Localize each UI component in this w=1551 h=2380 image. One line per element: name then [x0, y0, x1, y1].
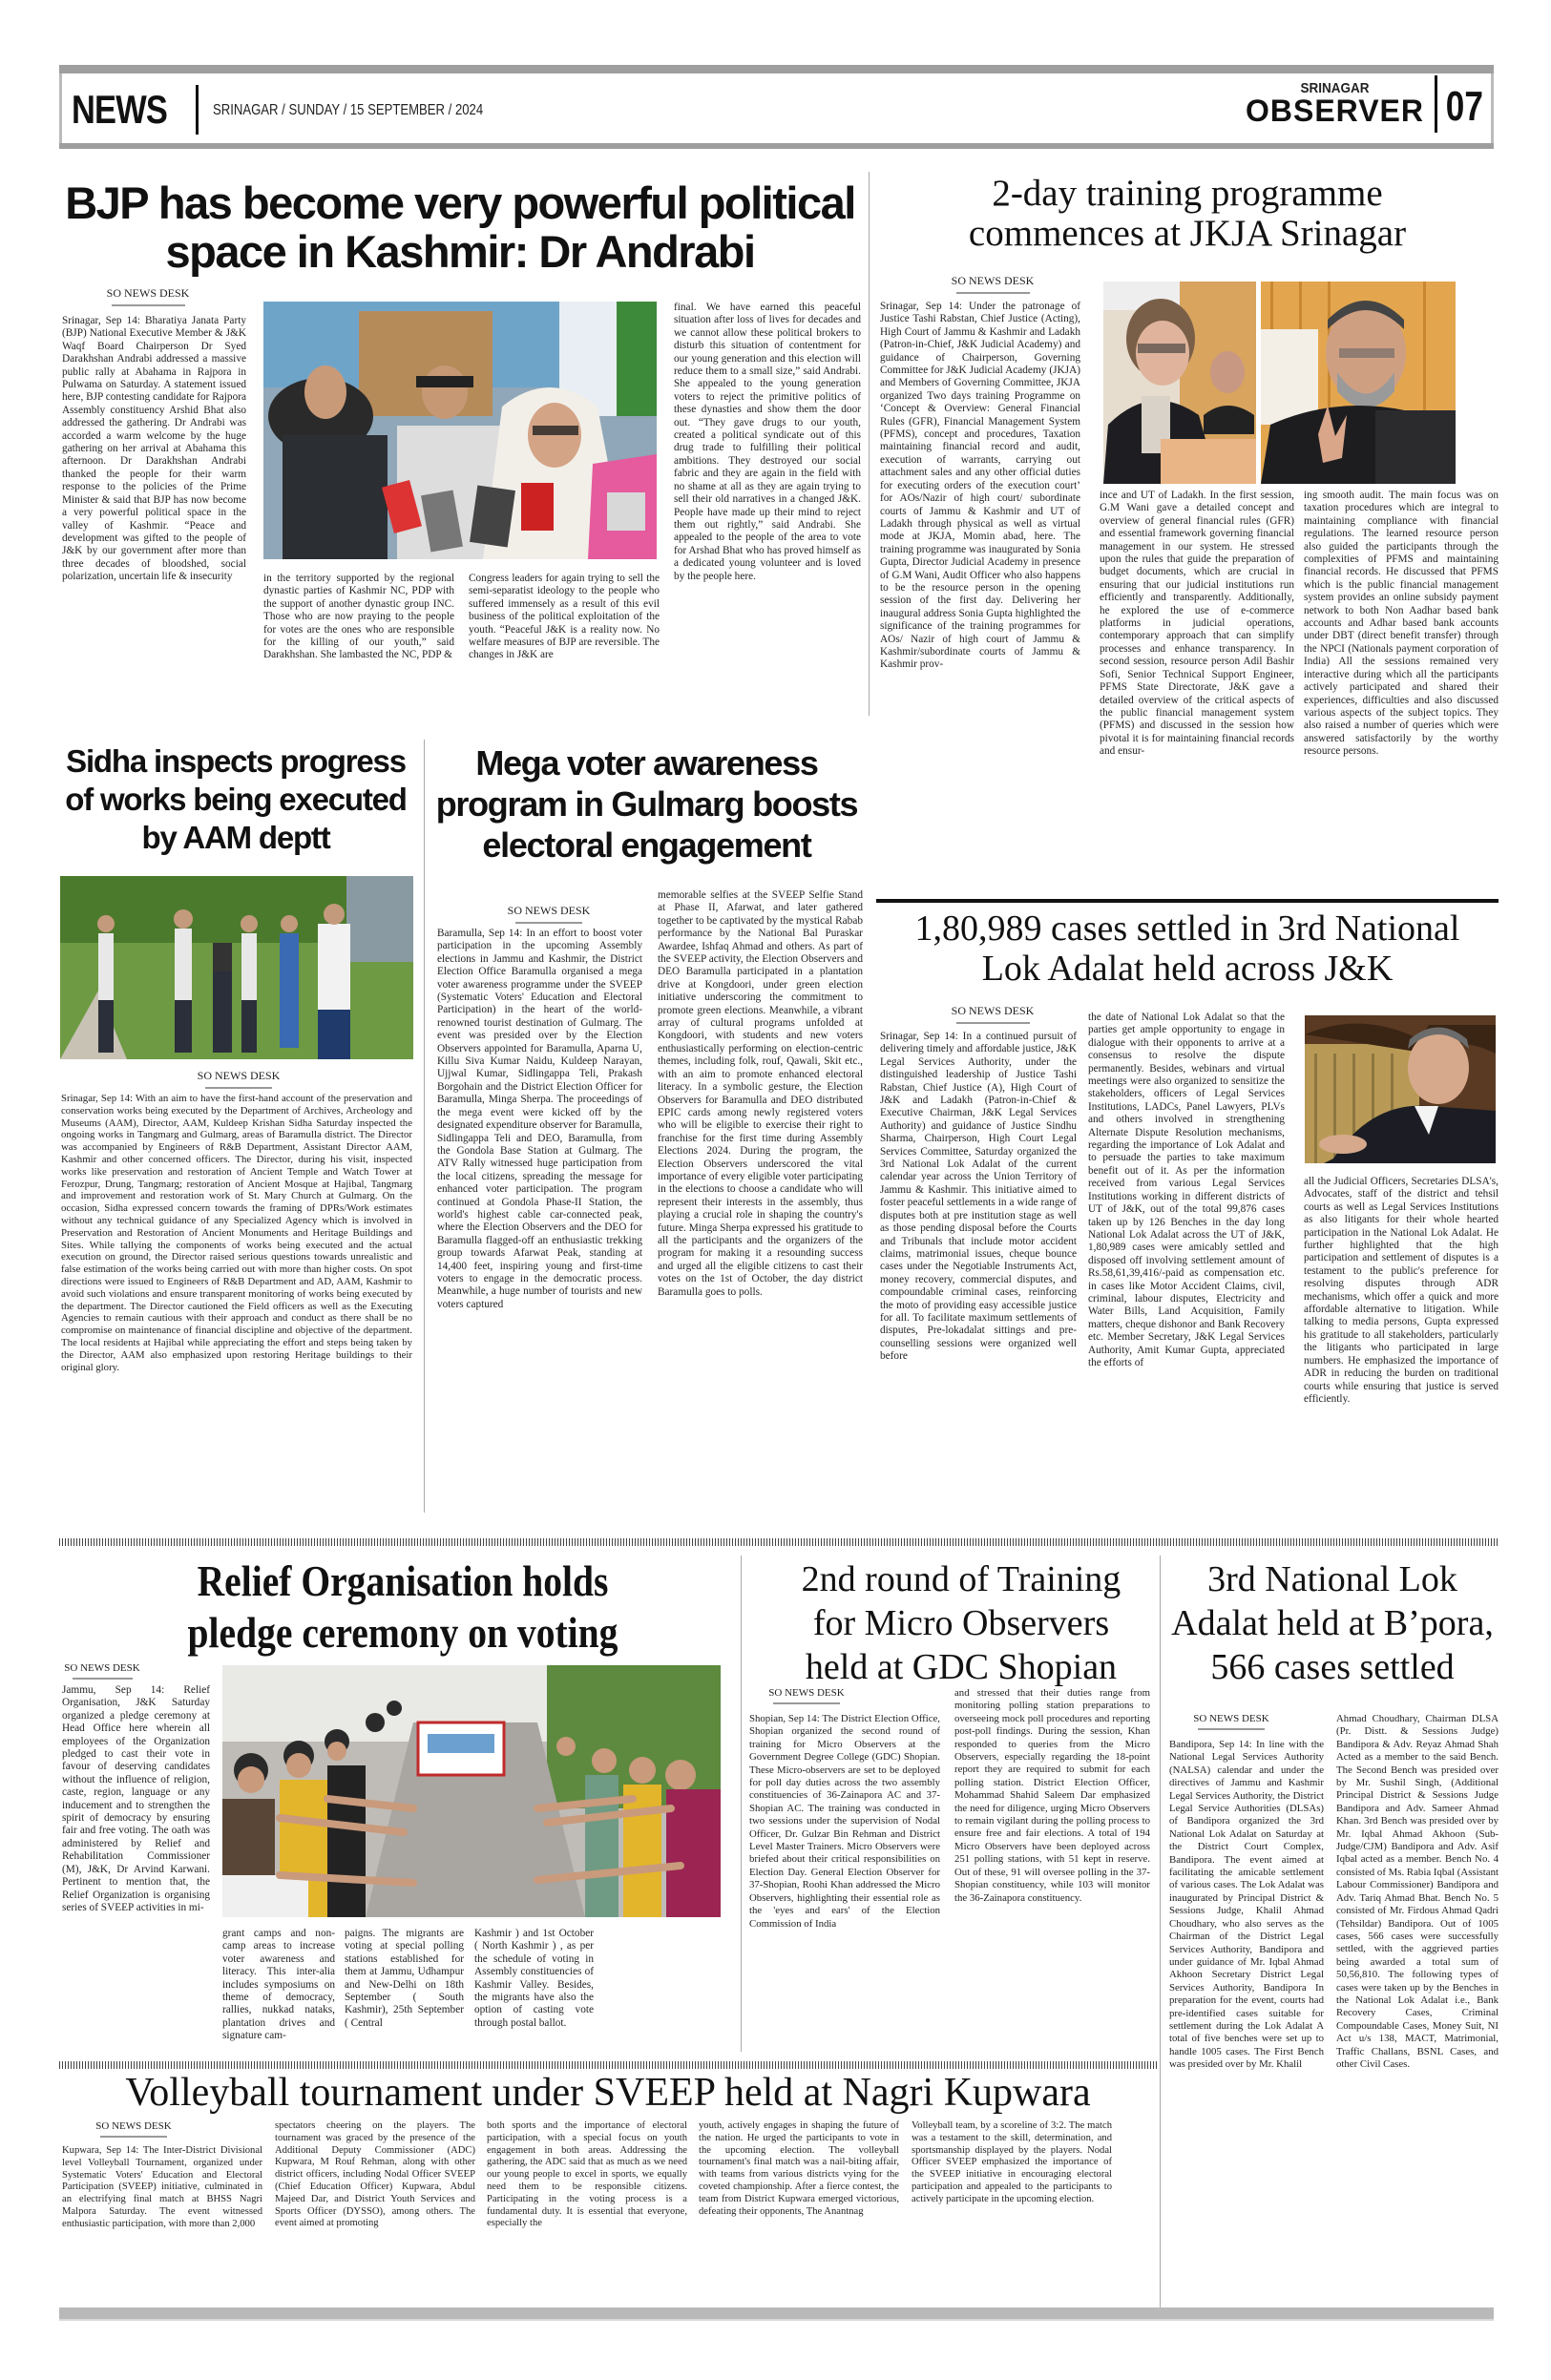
article-column: final. We have earned this peaceful situation after loss of lives for decades and we cannot allow these political brokers to disturb this situation of contentment for our young generation and this election will reduce them to a small size,” said Andrabi. She appealed to the young generation voters to reject the primitive politics of these dynasties and show them the door out. “They gave drugs to our youth, created a political syndicate out of this drug trade to fulfilling their political ambitions. They destroyed our social fabric and they are again in the field with no shame at all as they are again trying to sell their old narratives in a changed J&K. People have made up their mind to reject them out rightly,” said Andrabi. She appealed to the people of the area to vote for Arshad Bhat who has proved himself as a dedicated young volunteer and is loved by the people here. — [674, 302, 861, 582]
masthead — [59, 73, 1494, 146]
article-column: and stressed that their duties range from monitoring polling station preparations to overseeing mock poll procedures and reporting post-poll findings. During the session, Khan responded to queries from the Micro Observers, especially regarding the 18-point report they are required to submit for each polling station. District Election Officer, Mohammad Shahid Saleem Dar emphasized the need for diligence, urging Micro Observers to remain vigilant during the polling process to ensure free and fair elections. A total of 194 Micro Observers have been deployed across 251 polling stations, with 51 kept in reserve. Out of these, 91 will oversee polling in the 37-Shopian constituency, while 103 will monitor the 36-Zainapora constituency. — [954, 1687, 1150, 1904]
article-column: paigns. The migrants are voting at special polling stations established for them at Jammu, Udhampur and New-Delhi on 18th September ( South Kashmir), 25th September ( Central — [345, 1928, 464, 2029]
article-column: memorable selfies at the SVEEP Selfie Stand at Phase II, Afarwat, and later gathered together to be captivated by the mystical Rabab performance by the National Bal Puraskar Awardee, Ishfaq Ahmad and others. As part of the SVEEP activity, the Election Observers and DEO Baramulla participated in a plantation drive at Kongdoori, under green election initiative underscoring the commitment to promote green elections. Meanwhile, a vibrant array of cultural programs unfolded at Kongdoori, with students and new voters enthusiastically performing on election-centric themes, including folk, rouf, Qawali, Skit etc., with an aim to promote enhanced electoral literacy. In a symbolic gesture, the Election Observers for Baramulla and DEO distributed EPIC cards among newly registered voters who will be eligible to exercise their right to franchise for the first time during Assembly Elections 2024. During the program, the Election Observers underscored the vital importance of every eligible voter participating in the elections to choose a candidate who will represent their interests in the assembly, thus playing a crucial role in shaping the country's future. Minga Sherpa expressed his gratitude to all the participants and the organizers of the program for making it a resounding success and urged all the eligible citizens to cast their votes on the 1st of October, the day district Baramulla goes to polls. — [658, 889, 863, 1298]
page-number: 07 — [1445, 83, 1483, 130]
article-headline — [876, 908, 1499, 989]
article-column: the date of National Lok Adalat so that the parties get ample opportunity to engage in dialogue with their opponents to arrive at a consensus to resolve the dispute permanently. Besides, webinars and virtual meetings were also organized to sensitize the stakeholders, officers of Legal Services Institutions, LADCs, Panel Lawyers, PLVs and others involved in strengthening Alternate Dispute Resolution mechanisms, regarding the importance of Lok Adalat and to persuade the parties to take maximum benefit out of it. As per the information received from various Legal Services Institutions working in different districts of UT of J&K, out of the total 99,876 cases taken up by 126 Benches in the day long National Lok Adalat across the UT of J&K, 1,80,989 cases were amicably settled and disposed off involving settlement amount of Rs.58,61,39,416/-paid as compensation etc. in cases like Motor Accident Claims, civil, criminal, labour disputes, Electricity and Water Bills, Land Acquisition, Family matters, cheque dishonor and Bank Recovery etc. Member Secretary, J&K Legal Services Authority, Amit Kumar Gupta, appreciated the efforts of — [1088, 1012, 1285, 1368]
headline-line: Mega voter awareness — [475, 743, 818, 783]
headline-line: Lok Adalat held across J&K — [981, 949, 1394, 989]
byline: SO NEWS DESK — [59, 1662, 145, 1680]
article-column: all the Judicial Officers, Secretaries DLSA's, Advocates, staff of the district and tehsil courts as well as Legal Services Institutions as also litigants for their whole hearted participation in the National Lok Adalat. He further highlighted that the high participation and settlement of disputes is a testament to the public's preference for resolving disputes through ADR mechanisms, which offer a quick and more affordable alternative to litigation. While talking to media persons, Gupta expressed his gratitude to all stakeholders, particularly the litigants who participated in large numbers. He emphasized the importance of ADR in reducing the burden on traditional courts while ensuring that justice is served efficiently. — [1304, 1176, 1499, 1405]
byline: SO NEWS DESK — [95, 286, 200, 306]
photo-pledge-ceremony — [222, 1665, 721, 1917]
section-divider — [196, 85, 199, 135]
article-column: ing smooth audit. The main focus was on taxation procedures which are integral to maintaining compliance with financial regulations. The learned resource person also guided the participants through the complexities of PFMS and maintaining financial records. He discussed that PFMS which is the public financial management system provides an online subsidy payment network to both Non Aadhar based bank accounts and Adhar based bank accounts under DBT (direct benefit transfer) through the NPCI (Nationals payment corporation of India) All the sessions remained very interactive during which all the participants actively participated and shared their experiences, difficulties and also discussed various aspects of the subject topics. They also raised a number of queries which were answered satisfactorily by the worthy resource persons. — [1304, 490, 1499, 758]
byline: SO NEWS DESK — [940, 274, 1045, 294]
headline-line: electoral engagement — [482, 825, 811, 865]
article-column: both sports and the importance of electoral participation, with a special focus on youth engagement in both areas. Addressing the gathering, the ADC said that as much as we need our young people to excel in sports, we equally need them to be responsible citizens. Participating in the voting process is a fundamental duty. It is essential that everyone, especially the — [487, 2120, 687, 2229]
article-headline — [107, 1555, 698, 1659]
section-rule — [876, 899, 1499, 903]
column-rule — [741, 1555, 742, 2052]
headline-line: 2-day training programme — [992, 173, 1383, 214]
article-column: in the territory supported by the regional dynastic parties of Kashmir NC, PDP with the support of another dynastic group INC. Those who are now praying to the people for votes are the ones who are responsible for the killing of our youth,” said Darakhshan. She lambasted the NC, PDP & — [263, 573, 454, 661]
article-headline — [59, 742, 412, 857]
headline-line: 3rd National Lok — [1207, 1559, 1457, 1599]
byline: SO NEWS DESK — [1184, 1713, 1279, 1730]
masthead-bottom-rule — [59, 143, 1494, 149]
masthead-top-rule — [59, 65, 1494, 73]
article-headline — [876, 174, 1499, 254]
column-rule — [424, 740, 425, 1513]
headline-line: 1,80,989 cases settled in 3rd National — [914, 908, 1460, 949]
headline-line: program in Gulmarg boosts — [435, 784, 858, 824]
article-column: Shopian, Sep 14: The District Election Office, Shopian organized the second round of training for Micro Observers at the Government Degree College (GDC) Shopian. These Micro-observers are set to be deployed for poll day duties across the two assembly constituencies of 36-Zainapora AC and 37-Shopian AC. The training was conducted in two sessions under the supervision of Nodal Officer, Dr. Gulzar Bin Rehman and District Level Master Trainers. Micro Observers were briefed about their critical responsibilities on Election Day. General Election Observer for 37-Shopian, Roohi Khan addressed the Micro Observers, highlighting their essential role as the 'eyes and ears' of the Election Commission of India — [749, 1713, 940, 1930]
headline-line: by AAM deptt — [141, 820, 330, 855]
column-rule — [1160, 1555, 1161, 2314]
article-column: Kupwara, Sep 14: The Inter-District Divisional level Volleyball Tournament, organized under Systematic Voters' Education and Electoral Participation (SVEEP) initiative, culminated in an electrifying final match at BHSS Nagri Malpora Saturday. The event witnessed enthusiastic participation, with more than 2,000 — [62, 2145, 262, 2229]
article-column: Congress leaders for again trying to sell the semi-separatist ideology to the people who suffered immensely as a result of this evil business of the political exploitation of the youth. “Peaceful J&K is a reality now. No welfare measures of BJP are reversible. The changes in J&K are — [469, 573, 660, 661]
article-column: ince and UT of Ladakh. In the first session, G.M Wani gave a detailed concept and overview of general financial rules (GFR) and essential framework governing financial management in our system. He stressed upon the rules that guide the preparation of budget documents, which are crucial in ensuring that our judicial institutions run efficiently and transparently. Additionally, he explored the use of e-commerce platforms in judicial operations, contemporary approach that can simplify processes and enhance transparency. In second session, resource person Adil Bashir Sofi, Senior Technical Support Engineer, PFMS State Directorate, J&K gave a detailed overview of the critical aspects of the public financial management system (PFMS) and discussed in the session how pivotal it is for maintaining financial records and ensur- — [1100, 490, 1294, 758]
byline: SO NEWS DESK — [86, 2120, 181, 2138]
article-column: Srinagar, Sep 14: With an aim to have the first-hand account of the preservation and conservation works being executed by the Department of Archives, Archeology and Museums (AAM), Director, AAM, Kuldeep Krishan Sidha Saturday inspected the ongoing works in Tangmarg and Gulmarg, areas of Baramulla district. The Director was accompanied by Engineers of R&B Department, Assistant Director AAM, Kashmir and other concerned officers. The Director, during his visit, inspected works like preservation and restoration of Ancient Temple and Watch Tower at Ferozpur, Drung, Tangmarg; restoration of Ancient Mosque at Hajibal, Tangmarg and improvement and restoration work of St. Mary Church at Gulmarg. On the occasion, Sidha expressed concern towards the framing of DPRs/Work estimates without any technical guidance of any Specialized Agency which is involved in Preservation and Restoration of Ancient Monuments and Heritage Buildings and Sites. While tallying the components of works being executed and the actual execution on ground, the Director raised serious questions towards unrealistic and false estimation of the works being carried out with more than higher costs. On spot directions were issued to Engineers of R&B Department and AD, AAM, Kashmir to avoid such violations and ensure transparent monitoring of works being executed by the department. The Director cautioned the Field officers as well as the Executing Agencies to remain cautious with their approach and conduct as there shall be no compromise on maintenance of financial discipline and objective of the department. The local residents at Hajibal while appreciating the effort and steps being taken by the Director, AAM also emphasized upon restoring Heritage buildings to their original glory. — [61, 1093, 412, 1373]
headline-line: Sidha inspects progress — [66, 743, 406, 779]
section-rule-dotted — [59, 2061, 1157, 2069]
article-column: spectators cheering on the players. The tournament was graced by the presence of the Additional Deputy Commissioner (ADC) Kupwara, M Rouf Rehman, along with other district officers, including Nodal Officer SVEEP (Chief Education Officer) Kupwara, Abdul Majeed Dar, and District Youth Services and Sports Officer (DYSSO), among others. The event aimed at promoting — [275, 2120, 475, 2229]
article-column: youth, actively engages in shaping the future of the nation. He urged the participants to vote in the upcoming election. The volleyball tournament's final match was a nail-biting affair, with teams from various districts vying for the coveted championship. After a fierce contest, the team from District Kupwara emerged victorious, defeating their opponents, The Anantnag — [699, 2120, 899, 2217]
byline: SO NEWS DESK — [759, 1687, 854, 1704]
article-column: Bandipora, Sep 14: In line with the National Legal Services Authority (NALSA) calendar and under the directives of Jammu and Kashmir Legal Services Authority, the District Legal Service Authorities (DLSAs) of Bandipora organized the 3rd National Lok Adalat on Saturday at the District Court Complex, Bandipora. The event aimed at facilitating the amicable settlement of various cases. The Lok Adalat was inaugurated by Principal District & Sessions Judge, Khalil Ahmad Choudhary, who also serves as the Chairman of the District Legal Services Authority, Bandipora and under guidance of Mr. Iqbal Ahmad Akhoon Secretary District Legal Services Authority, Bandipora In preparation for the event, courts had pre-identified cases suitable for settlement during the Lok Adalat A total of five benches were set up to handle 1005 cases. The First Bench was presided over by Mr. Khalil — [1169, 1739, 1324, 2071]
byline: SO NEWS DESK — [191, 1069, 286, 1089]
headline-line: commences at JKJA Srinagar — [968, 213, 1407, 255]
article-headline — [59, 179, 861, 277]
article-column: Srinagar, Sep 14: Bharatiya Janata Party (BJP) National Executive Member & J&K Waqf Board Chairperson Dr Syed Darakhshan Andrabi addressed a massive public rally at Abahama in Rajpora in Pulwama on Saturday. A statement issued here, BJP contesting candidate for Rajpora Assembly constituency Arshid Bhat also addressed the gathering. Dr Andrabi was accorded a warm welcome by the huge gathering on her arrival at Abahama this afternoon. Dr Darakhshan Andrabi thanked the people for their warm response to the policies of the Prime Minister & said that BJP has now become a very powerful political space in the valley of Kashmir. “Peace and development was gifted to the people of J&K by our government after more than three decades of bloodshed, social polarization, uncertain life & insecurity — [62, 315, 246, 583]
headline-line: space in Kashmir: Dr Andrabi — [165, 225, 755, 277]
article-column: Srinagar, Sep 14: Under the patronage of Justice Tashi Rabstan, Chief Justice (Acting), High Court of Jammu & Kashmir and Ladakh (Patron-in-Chief, J&K Judicial Academy) and guidance of Chairperson, Governing Committee for J&K Judicial Academy (JKJA) and Members of Governing Committee, JKJA organized Two days training Programme on ‘Concept & Overview: General Financial Rules (GFR), Financial Management System (PFMS), concept and procedures, Taxation maintaining financial record and audit, execution of warrants, carrying out attachment sales and any other official duties for executing orders of the execution court’ for AOs/Nazir of high court/ subordinate courts of Jammu & Kashmir and UT of Ladakh through physical as well as virtual mode at JKJA, Momin abad, here. The training programme was inaugurated by Sonia Gupta, Director Judicial Academy in presence of G.M Wani, Audit Officer who also happens to be the resource person in the opening session of the first day. Delivering her inaugural address Sonia Gupta highlighted the significance of the training programmes for AOs/ Nazir of high court of Jammu & Kashmir/subordinate courts of Jammu & Kashmir prov- — [880, 301, 1080, 671]
article-column: Volleyball team, by a scoreline of 3:2. The match was a testament to the skill, determination, and sportsmanship displayed by the players. Nodal Officer SVEEP emphasized the importance of the SVEEP initiative in encouraging electoral participation and appealed to the participants to actively participate in the upcoming election. — [912, 2120, 1112, 2204]
headline-line: 566 cases settled — [1210, 1647, 1455, 1687]
page-number-divider — [1435, 75, 1437, 133]
photo-jkja-speaker — [1103, 282, 1256, 484]
article-headline — [430, 742, 864, 866]
article-column: Srinagar, Sep 14: In a continued pursuit of delivering timely and affordable justice, J&K Legal Services Authority, under the distinguished leadership of Justice Tashi Rabstan, Chief Justice (A), High Court of J&K and Ladakh (Patron-in-Chief & Executive Chairman, J&K Legal Services Authority) and guidance of Justice Sindhu Sharma, Chairperson, High Court Legal Services Committee, Saturday organized the 3rd National Lok Adalat of the current calendar year across the Union Territory of Jammu & Kashmir. This initiative aimed to foster peaceful settlements in a wide range of disputes both at pre institution stage as well as those pending disposal before the Courts and Tribunals that include motor accident claims, matrimonial issues, cheque bounce cases under the Negotiable Instruments Act, money recovery, commercial disputes, and compoundable criminal cases, reinforcing the moto of providing easy accessible justice for all. To facilitate maximum settlements of disputes, Pre-lokadalat sittings and pre-counselling sessions were organized well before — [880, 1031, 1077, 1363]
headline-line: for Micro Observers — [812, 1603, 1110, 1643]
logo-city: SRINAGAR — [1300, 80, 1370, 96]
article-column: Jammu, Sep 14: Relief Organisation, J&K Saturday organized a pledge ceremony at Head Office here wherein all employees of the Organization pledged to cast their vote in favour of deserving candidates without the influence of religion, caste, region, language or any inducement and to strengthen the spirit of democracy by ensuring fair and free voting. The oath was administered by Relief and Rehabilitation Commissioner (M), J&K, Dr Arvind Karwani. Pertinent to mention that, the Relief Organization is organising series of SVEEP activities in mi- — [62, 1684, 210, 1913]
byline: SO NEWS DESK — [940, 1004, 1045, 1024]
article-column: Baramulla, Sep 14: In an effort to boost voter participation in the upcoming Assembly elections in Jammu and Kashmir, the District Election Office Baramulla organised a mega voter awareness programme under the SVEEP (Systematic Voters' Education and Electoral Participation) in the heart of the world-renowned tourist destination of Gulmarg. The event was presided over by the Election Observers appointed for Baramulla, Aparna U, Killu Siva Kumar Naidu, Kuldeep Narayan, Ujjwal Kumar, Sidlingappa Teli, Prakash Borgohain and the District Election Officer for Baramulla, Minga Sherpa. The proceedings of the mega event were kicked off by the designated expenditure observer for Baramulla, Sidlingappa Teli and DEO, Baramulla, from the Gondola Base Station at Gulmarg. The ATV Rally witnessed huge participation from the local citizens, spreading the message for enhanced voter participation. The program continued at Gondola Phase-II Station, the world's highest cable car-connected peak, where the Election Observers and the DEO for Baramulla flagged-off an enthusiastic trekking group towards Afarwat Peak, standing at 14,400 feet, inspiring young and first-time voters to engage in the democratic process. Meanwhile, a huge number of tourists and new voters captured — [437, 928, 642, 1310]
article-headline: Volleyball tournament under SVEEP held at Nagri Kupwara — [125, 2071, 1091, 2115]
article-headline — [746, 1557, 1176, 1689]
article-column: Ahmad Choudhary, Chairman DLSA (Pr. Distt. & Sessions Judge) Bandipora & Adv. Reyaz Ahmad Shah Acted as a member to the said Bench. The Second Bench was presided over by Mr. Sushil Singh, (Additional Principal District & Sessions Judge Bandipora and Adv. Sameer Ahmad Khan. 3rd Bench was presided over by Mr. Iqbal Ahmad Akhoon (Sub-Judge/CJM) Bandipora and Adv. Asif Iqbal acted as a member. Bench No. 4 consisted of Ms. Rabia Iqbal (Assistant Labour Commissioner) Bandipora and Adv. Tariq Ahmad Bhat. Bench No. 5 consisted of Mr. Firdous Ahmad Qadri (Tehsildar) Bandipora. Out of 1005 cases, 566 cases were successfully settled, with the aggrieved parties being awarded a total sum of 50,56,810. The following types of cases were taken up by the Benches in the National Lok Adalat i.e., Bank Recovery Cases, Criminal Compoundable Cases, Money Suit, NI Act u/s 138, MACT, Matrimonial, Traffic Challans, BSNL Cases, and other Civil Cases. — [1336, 1713, 1499, 2070]
article-headline — [1166, 1557, 1499, 1689]
byline: SO NEWS DESK — [501, 904, 597, 924]
photo-lok-adalat-official — [1305, 1015, 1496, 1163]
headline-line: BJP has become very powerful political — [65, 177, 855, 228]
article-column: grant camps and non-camp areas to increase voter awareness and literacy. This inter-alia includes symposiums on theme of democracy, rallies, nukkad nataks, plantation drives and signature cam- — [222, 1928, 335, 2042]
column-rule — [869, 172, 870, 716]
logo-name: OBSERVER — [1245, 94, 1424, 128]
photo-bjp-rally — [263, 302, 657, 559]
newspaper-logo — [1245, 80, 1424, 128]
headline-line: held at GDC Shopian — [805, 1647, 1118, 1687]
headline-line: Relief Organisation holds — [197, 1556, 609, 1605]
photo-jkja-resource-person — [1261, 282, 1456, 484]
section-rule-dotted — [59, 1538, 1499, 1546]
photo-sidha-inspection — [60, 876, 413, 1059]
headline-line: pledge ceremony on voting — [187, 1608, 618, 1657]
headline-line: of works being executed — [65, 782, 407, 817]
dateline: SRINAGAR / SUNDAY / 15 SEPTEMBER / 2024 — [213, 102, 484, 118]
section-label: NEWS — [72, 87, 168, 132]
article-column: Kashmir ) and 1st October ( North Kashmir ) , as per the schedule of voting in Assembly constituencies of Kashmir Valley. Besides, the migrants have also the option of casting vote through postal ballot. — [474, 1928, 594, 2029]
headline-line: Adalat held at B’pora, — [1171, 1603, 1494, 1643]
footer-rule — [59, 2307, 1494, 2321]
headline-line: 2nd round of Training — [801, 1559, 1121, 1599]
